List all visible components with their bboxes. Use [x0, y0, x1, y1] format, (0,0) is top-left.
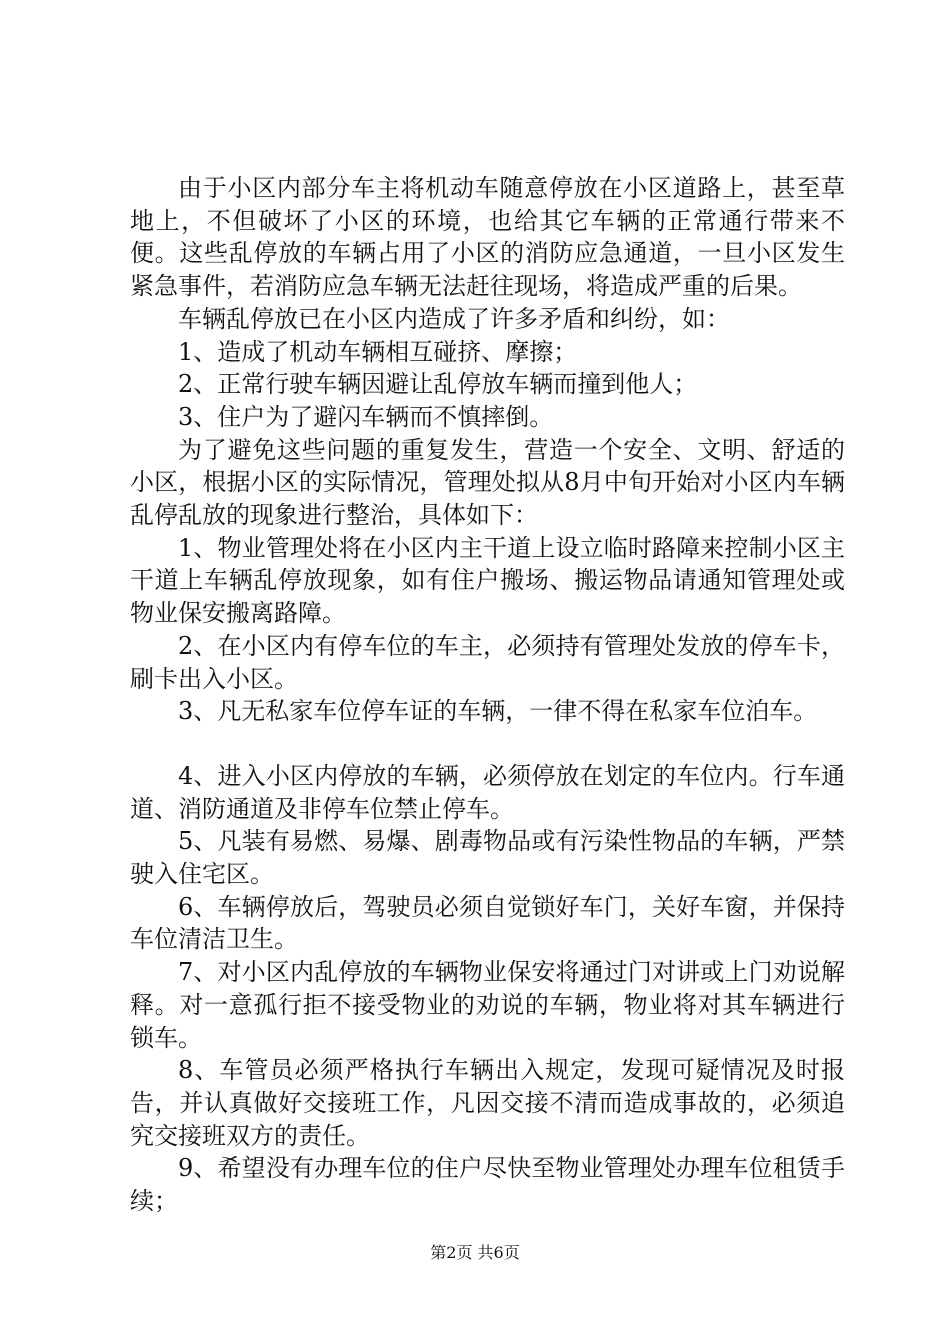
list-item-dispute-2: 2、正常行驶车辆因避让乱停放车辆而撞到他人； — [178, 370, 698, 399]
list-item-measure-6: 6、车辆停放后，驾驶员必须自觉锁好车门，关好车窗，并保持车位清洁卫生。 — [130, 892, 845, 954]
page-number-footer: 第2页 共6页 — [430, 1243, 520, 1262]
list-item-measure-5: 5、凡装有易燃、易爆、剧毒物品或有污染性物品的车辆，严禁驶入住宅区。 — [130, 827, 845, 889]
paragraph-measures-lead: 为了避免这些问题的重复发生，营造一个安全、文明、舒适的小区，根据小区的实际情况，管理处拟从8月中旬开始对小区内车辆乱停乱放的现象进行整治，具体如下： — [130, 435, 845, 530]
list-item-measure-3: 3、凡无私家车位停车证的车辆，一律不得在私家车位泊车。 — [178, 697, 818, 726]
list-item-measure-7: 7、对小区内乱停放的车辆物业保安将通过门对讲或上门劝说解释。对一意孤行拒不接受物业的劝说的车辆，物业将对其车辆进行锁车。 — [130, 958, 845, 1052]
list-item-measure-8: 8、车管员必须严格执行车辆出入规定，发现可疑情况及时报告，并认真做好交接班工作，凡因交接不清而造成事故的，必须追究交接班双方的责任。 — [130, 1056, 845, 1150]
list-item-dispute-1: 1、造成了机动车辆相互碰挤、摩擦； — [178, 337, 578, 366]
list-item-measure-1: 1、物业管理处将在小区内主干道上设立临时路障来控制小区主干道上车辆乱停放现象，如有住户搬场、搬运物品请通知管理处或物业保安搬离路障。 — [130, 533, 845, 628]
list-item-measure-4: 4、进入小区内停放的车辆，必须停放在划定的车位内。行车通道、消防通道及非停车位禁止停车。 — [130, 761, 845, 823]
paragraph-disputes-lead: 车辆乱停放已在小区内造成了许多矛盾和纠纷，如： — [178, 304, 730, 333]
document-body — [130, 172, 845, 1218]
list-item-measure-9: 9、希望没有办理车位的住户尽快至物业管理处办理车位租赁手续； — [130, 1154, 845, 1216]
paragraph-intro: 由于小区内部分车主将机动车随意停放在小区道路上，甚至草地上，不但破坏了小区的环境，也给其它车辆的正常通行带来不便。这些乱停放的车辆占用了小区的消防应急通道，一旦小区发生紧急事件，若消防应急车辆无法赶往现场，将造成严重的后果。 — [130, 174, 845, 301]
list-item-dispute-3: 3、住户为了避闪车辆而不慎摔倒。 — [178, 402, 554, 431]
list-item-measure-2: 2、在小区内有停车位的车主，必须持有管理处发放的停车卡，刷卡出入小区。 — [130, 631, 845, 693]
